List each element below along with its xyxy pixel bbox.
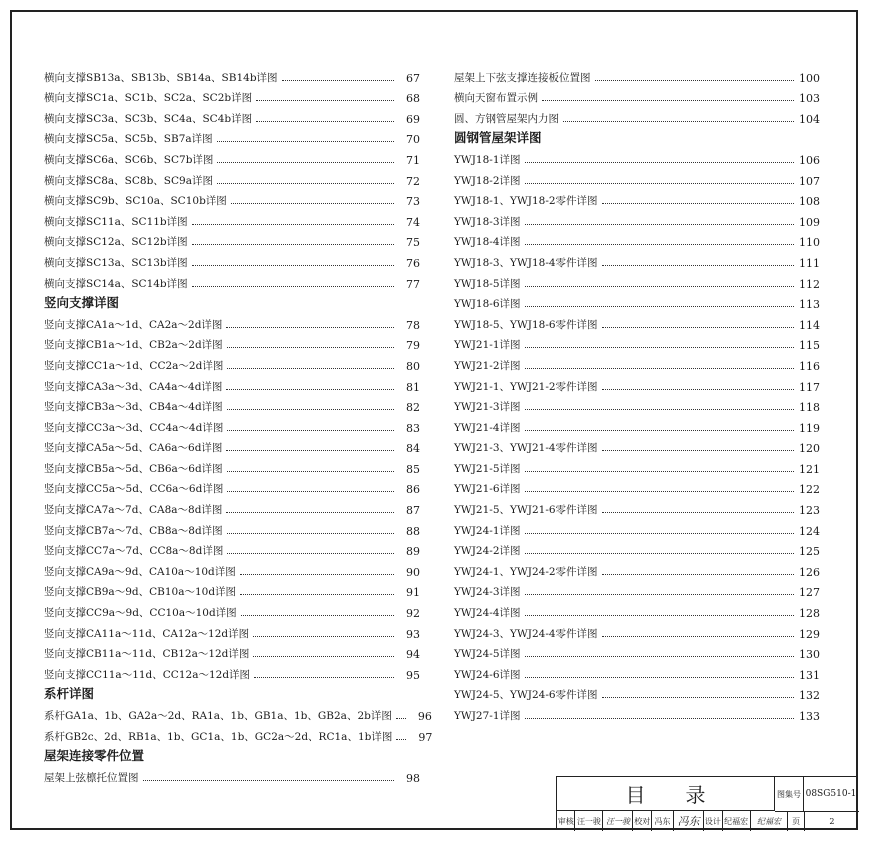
toc-entry[interactable] <box>454 85 820 106</box>
toc-entry-page: 86 <box>406 483 420 497</box>
toc-entry-page: 130 <box>799 648 820 662</box>
dot-leader <box>602 450 794 451</box>
toc-entry-title: YWJ21-1、YWJ21-2零件详图 <box>454 380 598 393</box>
toc-entry[interactable] <box>44 270 420 291</box>
toc-entry-page: 116 <box>799 359 820 373</box>
toc-entry[interactable] <box>454 229 820 250</box>
toc-entry-page: 88 <box>406 524 420 538</box>
toc-entry[interactable] <box>44 702 432 723</box>
dot-leader <box>602 636 794 637</box>
toc-entry[interactable] <box>454 311 820 332</box>
dot-leader <box>241 615 394 616</box>
toc-entry[interactable] <box>454 517 820 538</box>
dot-leader <box>226 450 394 451</box>
atlas-number: 08SG510-1 <box>803 777 859 812</box>
toc-entry-page: 74 <box>406 215 420 229</box>
dot-leader <box>525 409 794 410</box>
page-label: 页 <box>788 811 804 831</box>
toc-entry-title: 竖向支撑CB9a～9d、CB10a～10d详图 <box>44 586 237 599</box>
title-block-title: 目录 <box>557 777 775 811</box>
toc-right-column <box>454 64 820 723</box>
toc-entry-title: YWJ18-5详图 <box>454 277 521 290</box>
toc-entry-title: YWJ24-1、YWJ24-2零件详图 <box>454 565 598 578</box>
toc-section-heading: 竖向支撑详图 <box>44 295 120 311</box>
dot-leader <box>227 471 394 472</box>
toc-entry-page: 117 <box>799 380 820 394</box>
dot-leader <box>227 430 394 431</box>
dot-leader <box>240 594 394 595</box>
toc-entry-page: 104 <box>799 112 820 126</box>
toc-entry-page: 85 <box>406 462 420 476</box>
dot-leader <box>525 224 794 225</box>
dot-leader <box>217 141 394 142</box>
dot-leader <box>217 183 394 184</box>
toc-entry[interactable] <box>44 332 420 353</box>
toc-entry-page: 123 <box>799 504 820 518</box>
toc-entry-page: 95 <box>406 668 420 682</box>
dot-leader <box>396 718 406 719</box>
toc-entry-title: 横向支撑SC9b、SC10a、SC10b详图 <box>44 195 227 208</box>
toc-entry[interactable] <box>454 64 820 85</box>
toc-entry-title: YWJ21-1详图 <box>454 339 521 352</box>
toc-entry[interactable] <box>454 538 820 559</box>
toc-entry-title: 竖向支撑CA3a～3d、CA4a～4d详图 <box>44 380 223 393</box>
toc-entry-page: 133 <box>799 710 820 723</box>
dot-leader <box>227 347 394 348</box>
dot-leader <box>192 265 394 266</box>
toc-entry-title: YWJ18-6详图 <box>454 298 521 311</box>
toc-entry-page: 96 <box>417 710 432 723</box>
toc-entry-title: YWJ18-3详图 <box>454 215 521 228</box>
toc-entry-title: 横向支撑SC1a、SC1b、SC2a、SC2b详图 <box>44 92 253 105</box>
toc-entry-title: 系杆GB2c、2d、RB1a、1b、GC1a、1b、GC2a～2d、RC1a、1b详图 <box>44 730 393 743</box>
toc-entry-page: 98 <box>406 771 420 785</box>
toc-entry[interactable] <box>44 64 420 85</box>
toc-entry-page: 82 <box>406 401 420 415</box>
toc-entry[interactable] <box>44 455 420 476</box>
toc-entry-page: 128 <box>799 607 820 621</box>
dot-leader <box>602 697 794 698</box>
atlas-number-label: 图集号 <box>775 777 804 812</box>
toc-left-column <box>44 64 433 785</box>
toc-entry-title: 竖向支撑CC3a～3d、CC4a～4d详图 <box>44 421 224 434</box>
toc-entry-title: 竖向支撑CB3a～3d、CB4a～4d详图 <box>44 401 223 414</box>
dot-leader <box>525 430 794 431</box>
toc-entry-title: 屋架上弦檩托位置图 <box>44 771 139 784</box>
dot-leader <box>595 80 795 81</box>
dot-leader <box>542 100 794 101</box>
toc-entry[interactable] <box>44 723 433 744</box>
dot-leader <box>525 183 794 184</box>
dot-leader <box>227 491 394 492</box>
toc-entry-title: 横向支撑SC11a、SC11b详图 <box>44 215 188 228</box>
toc-entry-page: 75 <box>406 236 420 250</box>
toc-entry-title: YWJ24-2详图 <box>454 545 521 558</box>
toc-entry[interactable] <box>44 85 420 106</box>
toc-entry-title: YWJ24-1详图 <box>454 524 521 537</box>
dot-leader <box>227 409 394 410</box>
toc-entry-title: YWJ24-4详图 <box>454 607 521 620</box>
reviewer-name: 汪一骏 <box>575 811 603 831</box>
toc-entry-page: 107 <box>799 174 820 188</box>
dot-leader <box>525 533 794 534</box>
designer-signature: 纪福宏 <box>751 811 789 831</box>
toc-entry-page: 126 <box>799 565 820 579</box>
dot-leader <box>143 780 395 781</box>
dot-leader <box>525 471 794 472</box>
toc-entry[interactable] <box>44 579 420 600</box>
toc-entry-page: 103 <box>799 92 820 106</box>
toc-entry-title: 竖向支撑CC1a～1d、CC2a～2d详图 <box>44 359 224 372</box>
toc-entry-title: 竖向支撑CC5a～5d、CC6a～6d详图 <box>44 483 224 496</box>
toc-entry-title: 横向支撑SB13a、SB13b、SB14a、SB14b详图 <box>44 71 278 84</box>
toc-entry-page: 114 <box>799 318 820 332</box>
toc-entry-page: 97 <box>418 730 433 744</box>
toc-entry-page: 80 <box>406 359 420 373</box>
signature-row <box>557 811 859 831</box>
toc-entry-title: 竖向支撑CA9a～9d、CA10a～10d详图 <box>44 565 236 578</box>
title-block <box>556 776 858 830</box>
toc-entry[interactable] <box>454 270 820 291</box>
toc-entry-page: 106 <box>799 153 820 167</box>
reviewer-signature: 汪一骏 <box>603 811 633 831</box>
toc-entry[interactable] <box>454 249 820 270</box>
toc-entry-page: 67 <box>406 71 420 85</box>
dot-leader <box>525 615 794 616</box>
toc-entry-page: 127 <box>799 586 820 600</box>
toc-section-heading: 屋架连接零件位置 <box>44 748 145 764</box>
toc-entry[interactable] <box>454 620 820 641</box>
toc-entry[interactable] <box>454 702 820 723</box>
dot-leader <box>396 739 406 740</box>
toc-entry-page: 113 <box>799 298 820 312</box>
toc-section-heading: 圆钢管屋架详图 <box>454 130 542 146</box>
toc-entry-title: 竖向支撑CB7a～7d、CB8a～8d详图 <box>44 524 223 537</box>
toc-entry-page: 109 <box>799 215 820 229</box>
toc-entry[interactable] <box>44 641 420 662</box>
toc-entry-title: 竖向支撑CC9a～9d、CC10a～10d详图 <box>44 607 237 620</box>
toc-entry-title: 屋架上下弦支撑连接板位置图 <box>454 71 591 84</box>
toc-entry-page: 73 <box>406 195 420 209</box>
toc-entry-title: YWJ24-3、YWJ24-4零件详图 <box>454 627 598 640</box>
dot-leader <box>226 512 394 513</box>
toc-entry-title: 横向支撑SC13a、SC13b详图 <box>44 256 188 269</box>
toc-entry-title: YWJ18-1详图 <box>454 153 521 166</box>
toc-entry-page: 100 <box>799 71 820 85</box>
toc-entry[interactable] <box>454 579 820 600</box>
toc-entry-page: 92 <box>406 607 420 621</box>
toc-entry-page: 84 <box>406 442 420 456</box>
toc-entry-page: 93 <box>406 627 420 641</box>
toc-entry-title: YWJ18-5、YWJ18-6零件详图 <box>454 318 598 331</box>
dot-leader <box>602 574 794 575</box>
toc-entry-title: 竖向支撑CA11a～11d、CA12a～12d详图 <box>44 627 250 640</box>
toc-entry-page: 70 <box>406 133 420 147</box>
dot-leader <box>602 203 794 204</box>
toc-entry[interactable] <box>454 208 820 229</box>
toc-entry[interactable] <box>44 764 420 785</box>
page-number: 2 <box>829 816 835 826</box>
toc-entry-page: 78 <box>406 318 420 332</box>
toc-entry[interactable] <box>454 373 820 394</box>
toc-entry[interactable] <box>454 599 820 620</box>
toc-entry[interactable] <box>44 105 420 126</box>
toc-entry-title: YWJ27-1详图 <box>454 710 521 722</box>
toc-entry-page: 119 <box>799 421 820 435</box>
dot-leader <box>227 533 394 534</box>
dot-leader <box>602 327 794 328</box>
dot-leader <box>602 389 794 390</box>
toc-entry[interactable] <box>454 105 820 126</box>
toc-entry-title: YWJ21-3、YWJ21-4零件详图 <box>454 442 598 455</box>
toc-entry[interactable] <box>44 188 420 209</box>
toc-entry[interactable] <box>454 394 820 415</box>
toc-entry[interactable] <box>44 496 420 517</box>
dot-leader <box>253 636 394 637</box>
toc-entry[interactable] <box>44 599 420 620</box>
toc-entry[interactable] <box>454 352 820 373</box>
design-label: 设计 <box>704 811 722 831</box>
toc-entry-page: 125 <box>799 545 820 559</box>
toc-entry-title: 竖向支撑CB11a～11d、CB12a～12d详图 <box>44 648 250 661</box>
toc-entry-title: YWJ24-3详图 <box>454 586 521 599</box>
toc-entry-title: 横向支撑SC14a、SC14b详图 <box>44 277 188 290</box>
toc-entry-page: 87 <box>406 504 420 518</box>
dot-leader <box>525 718 794 719</box>
dot-leader <box>602 265 794 266</box>
toc-entry-page: 68 <box>406 92 420 106</box>
toc-entry-title: 横向支撑SC3a、SC3b、SC4a、SC4b详图 <box>44 112 253 125</box>
dot-leader <box>525 347 794 348</box>
toc-entry-title: YWJ21-4详图 <box>454 421 521 434</box>
toc-entry[interactable] <box>44 229 420 250</box>
toc-entry-title: YWJ18-2详图 <box>454 174 521 187</box>
toc-entry-title: 竖向支撑CC11a～11d、CC12a～12d详图 <box>44 668 251 681</box>
toc-entry[interactable] <box>44 620 420 641</box>
dot-leader <box>226 389 394 390</box>
toc-entry[interactable] <box>454 146 820 167</box>
toc-entry[interactable] <box>454 291 820 312</box>
dot-leader <box>525 244 794 245</box>
toc-entry[interactable] <box>44 558 420 579</box>
dot-leader <box>227 553 394 554</box>
toc-entry-page: 83 <box>406 421 420 435</box>
toc-entry[interactable] <box>454 476 820 497</box>
toc-entry-title: 竖向支撑CA5a～5d、CA6a～6d详图 <box>44 442 223 455</box>
toc-entry[interactable] <box>454 414 820 435</box>
toc-entry[interactable] <box>454 332 820 353</box>
dot-leader <box>192 224 394 225</box>
toc-entry[interactable] <box>454 682 820 703</box>
dot-leader <box>525 368 794 369</box>
toc-entry-page: 108 <box>799 195 820 209</box>
toc-entry-title: 系杆GA1a、1b、GA2a～2d、RA1a、1b、GB1a、1b、GB2a、2b详图 <box>44 710 392 722</box>
toc-entry-page: 111 <box>799 256 820 270</box>
checker-signature: 冯东 <box>674 811 704 831</box>
toc-entry-title: 竖向支撑CB5a～5d、CB6a～6d详图 <box>44 462 223 475</box>
toc-entry-title: YWJ24-5、YWJ24-6零件详图 <box>454 689 598 702</box>
toc-entry-title: YWJ18-4详图 <box>454 236 521 249</box>
review-label: 审核 <box>557 811 575 831</box>
toc-entry-title: 竖向支撑CB1a～1d、CB2a～2d详图 <box>44 339 223 352</box>
toc-entry[interactable] <box>44 517 420 538</box>
dot-leader <box>563 121 794 122</box>
toc-entry-page: 90 <box>406 565 420 579</box>
toc-entry-title: YWJ18-3、YWJ18-4零件详图 <box>454 256 598 269</box>
toc-entry[interactable] <box>44 311 420 332</box>
toc-entry-title: YWJ24-6详图 <box>454 668 521 681</box>
dot-leader <box>525 491 794 492</box>
checker-name: 冯东 <box>652 811 674 831</box>
toc-entry-title: YWJ21-2详图 <box>454 359 521 372</box>
toc-entry[interactable] <box>454 496 820 517</box>
toc-entry[interactable] <box>44 394 420 415</box>
toc-entry-page: 69 <box>406 112 420 126</box>
dot-leader <box>525 553 794 554</box>
check-label: 校对 <box>633 811 651 831</box>
toc-entry[interactable] <box>454 188 820 209</box>
toc-entry-title: YWJ21-3详图 <box>454 401 521 414</box>
dot-leader <box>525 656 794 657</box>
toc-entry-page: 81 <box>406 380 420 394</box>
toc-entry-page: 131 <box>799 668 820 682</box>
toc-entry[interactable] <box>44 146 420 167</box>
toc-entry[interactable] <box>44 373 420 394</box>
toc-entry-title: YWJ18-1、YWJ18-2零件详图 <box>454 195 598 208</box>
toc-section-heading: 系杆详图 <box>44 686 95 702</box>
toc-entry-page: 112 <box>799 277 820 291</box>
toc-entry-title: 横向天窗布置示例 <box>454 92 538 105</box>
dot-leader <box>217 162 394 163</box>
dot-leader <box>254 677 394 678</box>
toc-entry-title: YWJ21-5、YWJ21-6零件详图 <box>454 504 598 517</box>
toc-entry-title: 横向支撑SC5a、SC5b、SB7a详图 <box>44 133 213 146</box>
toc-entry-page: 120 <box>799 442 820 456</box>
toc-entry-page: 122 <box>799 483 820 497</box>
toc-entry-title: YWJ24-5详图 <box>454 648 521 661</box>
toc-entry[interactable] <box>44 435 420 456</box>
toc-entry-title: 横向支撑SC8a、SC8b、SC9a详图 <box>44 174 213 187</box>
toc-entry[interactable] <box>44 208 420 229</box>
toc-entry-page: 89 <box>406 545 420 559</box>
toc-entry-page: 110 <box>799 236 820 250</box>
dot-leader <box>226 327 394 328</box>
toc-entry-page: 129 <box>799 627 820 641</box>
toc-entry[interactable] <box>44 538 420 559</box>
toc-entry-title: 圆、方钢管屋架内力图 <box>454 112 559 125</box>
dot-leader <box>525 677 794 678</box>
dot-leader <box>602 512 794 513</box>
dot-leader <box>227 368 394 369</box>
toc-entry-page: 72 <box>406 174 420 188</box>
toc-entry-title: 竖向支撑CA7a～7d、CA8a～8d详图 <box>44 504 223 517</box>
toc-entry[interactable] <box>44 352 420 373</box>
toc-entry-page: 71 <box>406 153 420 167</box>
dot-leader <box>525 286 794 287</box>
dot-leader <box>192 286 394 287</box>
toc-entry-page: 94 <box>406 648 420 662</box>
dot-leader <box>253 656 394 657</box>
toc-entry-title: YWJ21-5详图 <box>454 462 521 475</box>
toc-entry-page: 79 <box>406 339 420 353</box>
toc-entry-title: 竖向支撑CA1a～1d、CA2a～2d详图 <box>44 318 223 331</box>
toc-entry-page: 91 <box>406 586 420 600</box>
dot-leader <box>240 574 394 575</box>
toc-entry-title: YWJ21-6详图 <box>454 483 521 496</box>
toc-entry[interactable] <box>44 249 420 270</box>
toc-entry[interactable] <box>44 661 420 682</box>
toc-entry-page: 76 <box>406 256 420 270</box>
toc-entry[interactable] <box>454 661 820 682</box>
toc-entry-title: 横向支撑SC12a、SC12b详图 <box>44 236 188 249</box>
toc-entry[interactable] <box>454 558 820 579</box>
dot-leader <box>525 306 794 307</box>
toc-entry-page: 115 <box>799 339 820 353</box>
toc-entry-page: 132 <box>799 689 820 703</box>
toc-entry[interactable] <box>454 455 820 476</box>
toc-entry[interactable] <box>44 126 420 147</box>
toc-entry[interactable] <box>44 476 420 497</box>
toc-entry[interactable] <box>454 167 820 188</box>
toc-entry-page: 77 <box>406 277 420 291</box>
dot-leader <box>256 121 394 122</box>
toc-entry[interactable] <box>44 167 420 188</box>
dot-leader <box>192 244 394 245</box>
designer-name: 纪福宏 <box>723 811 751 831</box>
toc-entry-title: 竖向支撑CC7a～7d、CC8a～8d详图 <box>44 545 224 558</box>
dot-leader <box>282 80 394 81</box>
toc-entry-title: 横向支撑SC6a、SC6b、SC7b详图 <box>44 153 214 166</box>
dot-leader <box>525 594 794 595</box>
dot-leader <box>525 162 794 163</box>
toc-entry[interactable] <box>454 641 820 662</box>
toc-entry-page: 118 <box>799 401 820 415</box>
toc-entry[interactable] <box>454 435 820 456</box>
dot-leader <box>256 100 394 101</box>
toc-entry[interactable] <box>44 414 420 435</box>
toc-entry-page: 124 <box>799 524 820 538</box>
toc-entry-page: 121 <box>799 462 820 476</box>
dot-leader <box>231 203 394 204</box>
